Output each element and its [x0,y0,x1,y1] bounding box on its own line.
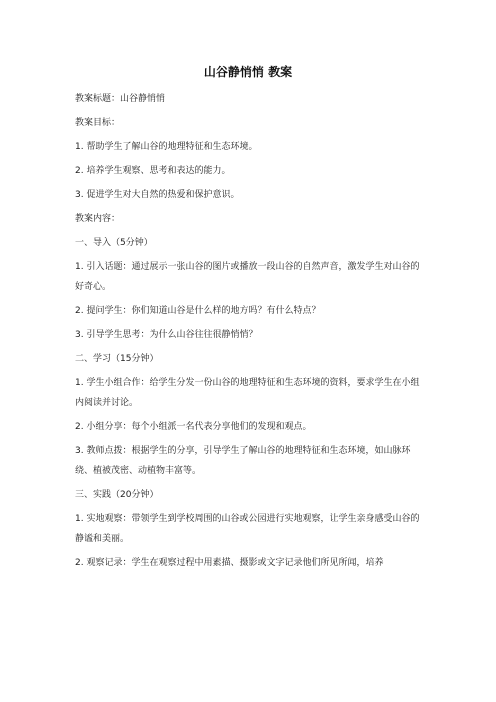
section-heading-intro: 一、导入（5分钟） [75,238,153,248]
intro-item: 3. 引导学生思考：为什么山谷往往很静悄悄？ [75,330,258,340]
document-title: 山谷静悄悄 教案 [203,65,293,79]
objective-item: 2. 培养学生观察、思考和表达的能力。 [75,166,231,176]
lesson-title-line: 教案标题：山谷静悄悄 [75,94,166,104]
objective-item: 3. 促进学生对大自然的热爱和保护意识。 [75,190,240,200]
objective-item: 1. 帮助学生了解山谷的地理特征和生态环境。 [75,142,258,152]
intro-item: 2. 提问学生：你们知道山谷是什么样的地方吗？有什么特点？ [75,306,321,316]
section-heading-practice: 三、实践（20分钟） [75,490,159,500]
section-heading-study: 二、学习（15分钟） [75,354,159,364]
practice-item: 2. 观察记录：学生在观察过程中用素描、摄影或文字记录他们所见所闻，培养 [75,558,384,568]
intro-item: 1. 引入话题：通过展示一张山谷的图片或播放一段山谷的自然声音，激发学生对山谷的好奇心。 [75,262,420,292]
study-item: 3. 教师点拨：根据学生的分享，引导学生了解山谷的地理特征和生态环境，如山脉环绕、植被茂密、动植物丰富等。 [75,446,411,476]
study-item: 2. 小组分享：每个小组派一名代表分享他们的发现和观点。 [75,422,312,432]
study-item: 1. 学生小组合作：给学生分发一份山谷的地理特征和生态环境的资料，要求学生在小组内阅读并讨论。 [75,378,420,408]
document-body [75,92,425,580]
practice-item: 1. 实地观察：带领学生到学校周围的山谷或公园进行实地观察，让学生亲身感受山谷的静谧和美丽。 [75,514,420,544]
objectives-heading: 教案目标： [75,118,121,128]
content-heading: 教案内容： [75,214,121,224]
